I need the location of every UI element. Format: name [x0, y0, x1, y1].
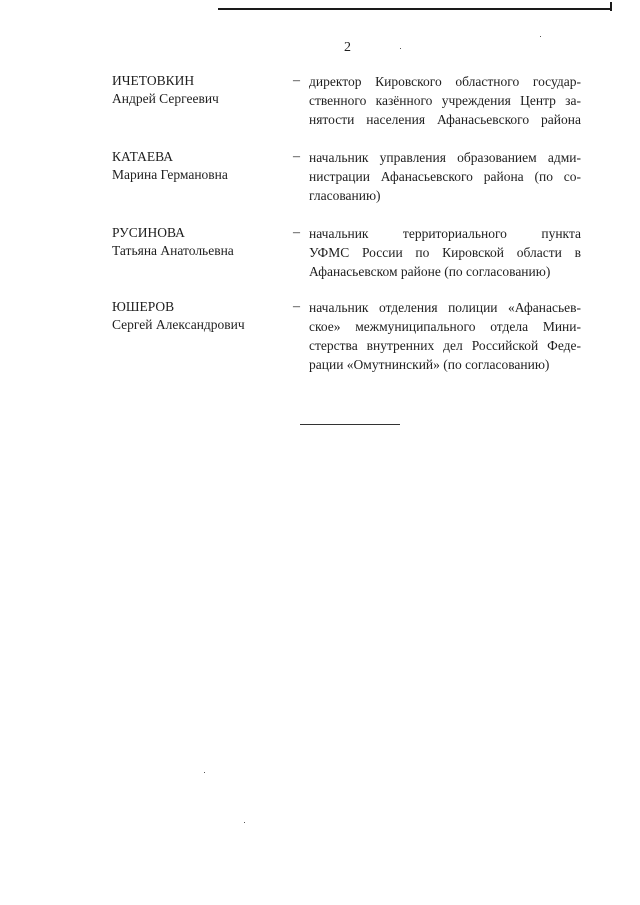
position-line: нятости населения Афанасьевского района: [309, 112, 581, 127]
dash-separator: –: [293, 225, 300, 240]
top-border-tick: [610, 2, 612, 11]
page-number: 2: [344, 40, 351, 55]
member-position: [309, 72, 581, 129]
position-line: директор Кировского областного государ-: [309, 74, 581, 89]
dash-separator: –: [293, 73, 300, 88]
member-position: [309, 148, 581, 205]
top-border-line: [218, 8, 610, 10]
position-line: стерства внутренних дел Российской Феде-: [309, 338, 581, 353]
member-given-names: Сергей Александрович: [112, 317, 245, 332]
scan-speck: [540, 36, 541, 37]
position-line: гласованию): [309, 188, 381, 203]
member-entry: [112, 224, 592, 304]
dash-separator: –: [293, 149, 300, 164]
member-name: [112, 298, 245, 334]
member-surname: ИЧЕТОВКИН: [112, 73, 195, 88]
member-surname: РУСИНОВА: [112, 225, 185, 240]
position-line: начальник управления образованием адми-: [309, 150, 581, 165]
position-line: начальник отделения полиции «Афанасьев-: [309, 300, 581, 315]
dash-separator: –: [293, 299, 300, 314]
member-name: [112, 72, 219, 108]
position-line: начальник территориального пункта: [309, 226, 581, 241]
position-line: ское» межмуниципального отдела Мини-: [309, 319, 581, 334]
member-position: [309, 224, 581, 281]
member-surname: ЮШЕРОВ: [112, 299, 175, 314]
position-line: Афанасьевском районе (по согласованию): [309, 264, 551, 279]
scan-speck: [244, 822, 245, 823]
member-entry: [112, 72, 592, 152]
position-line: нистрации Афанасьевского района (по со-: [309, 169, 581, 184]
member-entry: [112, 148, 592, 228]
position-line: рации «Омутнинский» (по согласованию): [309, 357, 550, 372]
member-position: [309, 298, 581, 374]
position-line: ственного казённого учреждения Центр за-: [309, 93, 581, 108]
scan-speck: [204, 772, 205, 773]
member-given-names: Татьяна Анатольевна: [112, 243, 234, 258]
member-given-names: Марина Германовна: [112, 167, 228, 182]
member-given-names: Андрей Сергеевич: [112, 91, 219, 106]
scan-speck: [400, 48, 401, 49]
member-entry: [112, 298, 592, 378]
member-name: [112, 224, 234, 260]
end-of-list-line: [300, 424, 400, 425]
position-line: УФМС России по Кировской области в: [309, 245, 581, 260]
member-surname: КАТАЕВА: [112, 149, 174, 164]
member-name: [112, 148, 228, 184]
